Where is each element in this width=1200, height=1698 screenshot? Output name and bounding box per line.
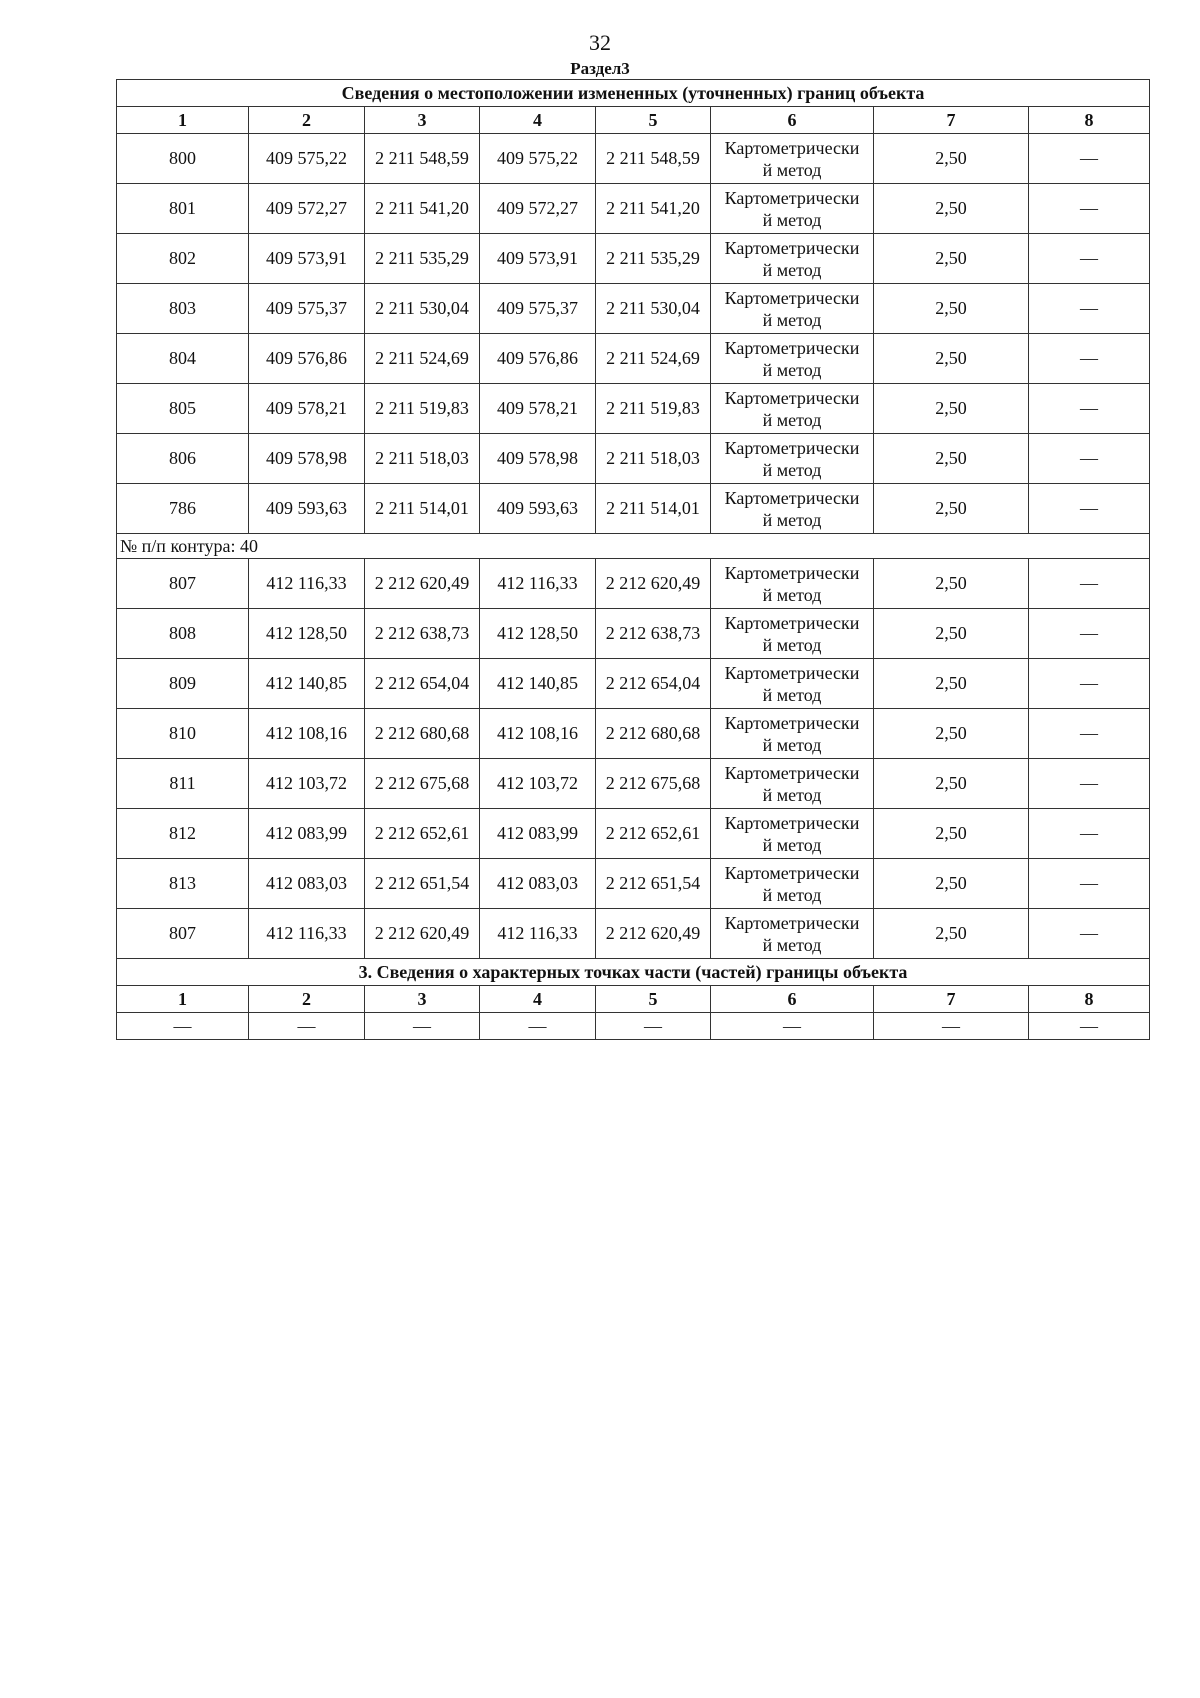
table-cell: 801 xyxy=(117,184,249,234)
table-cell: 806 xyxy=(117,434,249,484)
table-cell: 2 212 680,68 xyxy=(365,709,480,759)
column-header: 3 xyxy=(365,107,480,134)
table-cell: 412 103,72 xyxy=(480,759,596,809)
table-cell: 409 578,98 xyxy=(480,434,596,484)
table-row xyxy=(117,134,1150,184)
method-cell xyxy=(711,659,874,709)
table-cell: 412 103,72 xyxy=(249,759,365,809)
parts-column-header: 3 xyxy=(365,986,480,1013)
method-cell xyxy=(711,759,874,809)
table-cell: 2 211 535,29 xyxy=(365,234,480,284)
table-cell: 807 xyxy=(117,559,249,609)
table-cell: 2 212 680,68 xyxy=(596,709,711,759)
boundary-table-body xyxy=(117,80,1150,1040)
table-cell: 409 593,63 xyxy=(480,484,596,534)
method-text: Картометрически xyxy=(724,337,860,358)
method-text: й метод xyxy=(762,634,822,655)
table-cell: 2 211 519,83 xyxy=(596,384,711,434)
column-header: 5 xyxy=(596,107,711,134)
table-cell: 2,50 xyxy=(874,609,1029,659)
table-cell: 2 212 654,04 xyxy=(596,659,711,709)
method-text: й метод xyxy=(762,784,822,805)
table-cell: — xyxy=(1029,759,1150,809)
table-cell: 412 140,85 xyxy=(249,659,365,709)
method-text: Картометрически xyxy=(724,862,860,883)
empty-cell: — xyxy=(365,1013,480,1040)
table-cell: — xyxy=(1029,384,1150,434)
table-cell: 811 xyxy=(117,759,249,809)
table-cell: 2 211 530,04 xyxy=(365,284,480,334)
column-header: 7 xyxy=(874,107,1029,134)
method-text: Картометрически xyxy=(724,187,860,208)
method-cell xyxy=(711,334,874,384)
table-cell: 2 212 620,49 xyxy=(596,909,711,959)
table-cell: 2 211 530,04 xyxy=(596,284,711,334)
table-row xyxy=(117,709,1150,759)
method-cell xyxy=(711,709,874,759)
table-cell: 409 573,91 xyxy=(480,234,596,284)
method-text: й метод xyxy=(762,209,822,230)
method-text: й метод xyxy=(762,934,822,955)
table-cell: 2,50 xyxy=(874,559,1029,609)
table-cell: 2 212 675,68 xyxy=(596,759,711,809)
table-cell: 786 xyxy=(117,484,249,534)
table-cell: — xyxy=(1029,434,1150,484)
table-cell: 808 xyxy=(117,609,249,659)
table-cell: — xyxy=(1029,334,1150,384)
table-cell: — xyxy=(1029,484,1150,534)
table-cell: 409 575,22 xyxy=(249,134,365,184)
parts-empty-row xyxy=(117,1013,1150,1040)
table-cell: 412 083,03 xyxy=(480,859,596,909)
table-row xyxy=(117,184,1150,234)
parts-caption-row xyxy=(117,959,1150,986)
table-cell: 2,50 xyxy=(874,909,1029,959)
table-cell: 2 211 524,69 xyxy=(596,334,711,384)
table-cell: 412 083,99 xyxy=(249,809,365,859)
table-caption-row xyxy=(117,80,1150,107)
method-text: й метод xyxy=(762,409,822,430)
parts-column-header: 1 xyxy=(117,986,249,1013)
method-cell xyxy=(711,184,874,234)
column-header: 2 xyxy=(249,107,365,134)
table-cell: 2,50 xyxy=(874,134,1029,184)
method-text: й метод xyxy=(762,834,822,855)
method-text: й метод xyxy=(762,584,822,605)
table-row xyxy=(117,234,1150,284)
table-cell: 2,50 xyxy=(874,809,1029,859)
table-cell: 2 211 519,83 xyxy=(365,384,480,434)
table-cell: — xyxy=(1029,709,1150,759)
method-cell xyxy=(711,859,874,909)
table-row xyxy=(117,809,1150,859)
method-text: Картометрически xyxy=(724,762,860,783)
section-title: Раздел3 xyxy=(570,59,630,78)
table-cell: 409 572,27 xyxy=(249,184,365,234)
table-cell: 2 212 651,54 xyxy=(365,859,480,909)
parts-column-header: 6 xyxy=(711,986,874,1013)
table-cell: 2,50 xyxy=(874,384,1029,434)
table-row xyxy=(117,759,1150,809)
table-cell: 409 593,63 xyxy=(249,484,365,534)
parts-caption: 3. Сведения о характерных точках части (частей) границы объекта xyxy=(117,959,1150,986)
method-cell xyxy=(711,484,874,534)
table-caption: Сведения о местоположении измененных (уточненных) границ объекта xyxy=(117,80,1150,107)
table-cell: 2 211 541,20 xyxy=(365,184,480,234)
method-text: й метод xyxy=(762,684,822,705)
table-cell: 412 083,03 xyxy=(249,859,365,909)
method-cell xyxy=(711,609,874,659)
method-cell xyxy=(711,434,874,484)
table-cell: 412 128,50 xyxy=(249,609,365,659)
table-cell: 2 211 548,59 xyxy=(365,134,480,184)
method-cell xyxy=(711,134,874,184)
table-cell: 2,50 xyxy=(874,434,1029,484)
method-cell xyxy=(711,909,874,959)
table-cell: 412 128,50 xyxy=(480,609,596,659)
table-cell: 2,50 xyxy=(874,709,1029,759)
method-text: й метод xyxy=(762,884,822,905)
table-cell: 2,50 xyxy=(874,759,1029,809)
table-cell: 2 212 651,54 xyxy=(596,859,711,909)
table-cell: 2 212 652,61 xyxy=(596,809,711,859)
empty-cell: — xyxy=(874,1013,1029,1040)
table-cell: — xyxy=(1029,559,1150,609)
parts-column-header: 5 xyxy=(596,986,711,1013)
column-header: 4 xyxy=(480,107,596,134)
parts-column-header: 7 xyxy=(874,986,1029,1013)
table-cell: — xyxy=(1029,184,1150,234)
table-cell: — xyxy=(1029,284,1150,334)
table-cell: 2 211 541,20 xyxy=(596,184,711,234)
table-cell: — xyxy=(1029,234,1150,284)
table-row xyxy=(117,859,1150,909)
table-row xyxy=(117,384,1150,434)
table-cell: 409 578,21 xyxy=(480,384,596,434)
contour-label: № п/п контура: 40 xyxy=(117,534,1150,559)
column-header: 6 xyxy=(711,107,874,134)
method-text: Картометрически xyxy=(724,712,860,733)
boundary-table xyxy=(116,79,1150,1040)
empty-cell: — xyxy=(1029,1013,1150,1040)
table-cell: — xyxy=(1029,609,1150,659)
table-cell: 409 575,37 xyxy=(480,284,596,334)
table-cell: 412 140,85 xyxy=(480,659,596,709)
table-cell: 810 xyxy=(117,709,249,759)
table-cell: 2,50 xyxy=(874,659,1029,709)
table-row xyxy=(117,284,1150,334)
table-cell: 802 xyxy=(117,234,249,284)
table-cell: 409 578,21 xyxy=(249,384,365,434)
method-cell xyxy=(711,809,874,859)
empty-cell: — xyxy=(480,1013,596,1040)
table-row xyxy=(117,559,1150,609)
method-text: й метод xyxy=(762,459,822,480)
empty-cell: — xyxy=(596,1013,711,1040)
table-cell: 409 575,22 xyxy=(480,134,596,184)
table-cell: 807 xyxy=(117,909,249,959)
table-cell: 809 xyxy=(117,659,249,709)
method-text: Картометрически xyxy=(724,237,860,258)
method-text: Картометрически xyxy=(724,562,860,583)
table-cell: 2 211 514,01 xyxy=(365,484,480,534)
table-cell: 2 212 620,49 xyxy=(365,559,480,609)
table-cell: — xyxy=(1029,659,1150,709)
method-text: Картометрически xyxy=(724,137,860,158)
table-cell: 2,50 xyxy=(874,334,1029,384)
table-cell: 412 116,33 xyxy=(480,559,596,609)
method-text: Картометрически xyxy=(724,612,860,633)
table-cell: 2 211 518,03 xyxy=(596,434,711,484)
table-cell: 409 573,91 xyxy=(249,234,365,284)
method-text: й метод xyxy=(762,734,822,755)
method-text: й метод xyxy=(762,159,822,180)
table-cell: 2,50 xyxy=(874,859,1029,909)
method-cell xyxy=(711,559,874,609)
method-cell xyxy=(711,384,874,434)
table-row xyxy=(117,659,1150,709)
table-cell: 813 xyxy=(117,859,249,909)
method-text: Картометрически xyxy=(724,487,860,508)
table-cell: 2 211 535,29 xyxy=(596,234,711,284)
method-text: й метод xyxy=(762,359,822,380)
table-cell: 2 212 638,73 xyxy=(365,609,480,659)
table-cell: — xyxy=(1029,859,1150,909)
table-cell: 412 116,33 xyxy=(249,909,365,959)
method-text: Картометрически xyxy=(724,912,860,933)
table-cell: 2 212 620,49 xyxy=(365,909,480,959)
table-cell: 804 xyxy=(117,334,249,384)
table-cell: 409 572,27 xyxy=(480,184,596,234)
table-cell: 2 212 652,61 xyxy=(365,809,480,859)
table-row xyxy=(117,334,1150,384)
table-cell: 409 576,86 xyxy=(480,334,596,384)
table-cell: 2,50 xyxy=(874,484,1029,534)
table-cell: 805 xyxy=(117,384,249,434)
table-cell: 812 xyxy=(117,809,249,859)
page-number: 32 xyxy=(589,30,611,55)
table-row xyxy=(117,609,1150,659)
method-text: Картометрически xyxy=(724,287,860,308)
table-row xyxy=(117,484,1150,534)
method-cell xyxy=(711,284,874,334)
method-text: Картометрически xyxy=(724,387,860,408)
table-cell: 800 xyxy=(117,134,249,184)
table-cell: 412 108,16 xyxy=(249,709,365,759)
table-cell: 2 211 518,03 xyxy=(365,434,480,484)
table-cell: 803 xyxy=(117,284,249,334)
method-text: й метод xyxy=(762,309,822,330)
table-cell: 2,50 xyxy=(874,284,1029,334)
parts-column-header: 2 xyxy=(249,986,365,1013)
table-row xyxy=(117,909,1150,959)
column-header: 8 xyxy=(1029,107,1150,134)
table-cell: 2 212 654,04 xyxy=(365,659,480,709)
column-header-row xyxy=(117,107,1150,134)
table-cell: 412 108,16 xyxy=(480,709,596,759)
table-row xyxy=(117,434,1150,484)
table-cell: 409 576,86 xyxy=(249,334,365,384)
parts-column-header: 8 xyxy=(1029,986,1150,1013)
contour-row xyxy=(117,534,1150,559)
table-cell: 412 116,33 xyxy=(249,559,365,609)
table-cell: 409 578,98 xyxy=(249,434,365,484)
table-cell: 2 211 548,59 xyxy=(596,134,711,184)
method-text: Картометрически xyxy=(724,437,860,458)
table-cell: 409 575,37 xyxy=(249,284,365,334)
method-cell xyxy=(711,234,874,284)
parts-column-header: 4 xyxy=(480,986,596,1013)
method-text: Картометрически xyxy=(724,812,860,833)
parts-header-row xyxy=(117,986,1150,1013)
table-cell: 2 212 638,73 xyxy=(596,609,711,659)
method-text: й метод xyxy=(762,509,822,530)
table-cell: — xyxy=(1029,134,1150,184)
table-cell: 412 116,33 xyxy=(480,909,596,959)
method-text: й метод xyxy=(762,259,822,280)
column-header: 1 xyxy=(117,107,249,134)
table-cell: 2 211 524,69 xyxy=(365,334,480,384)
table-cell: 2,50 xyxy=(874,234,1029,284)
empty-cell: — xyxy=(117,1013,249,1040)
empty-cell: — xyxy=(249,1013,365,1040)
table-cell: 2 212 675,68 xyxy=(365,759,480,809)
table-cell: — xyxy=(1029,909,1150,959)
table-cell: 412 083,99 xyxy=(480,809,596,859)
method-text: Картометрически xyxy=(724,662,860,683)
table-cell: — xyxy=(1029,809,1150,859)
empty-cell: — xyxy=(711,1013,874,1040)
table-cell: 2 212 620,49 xyxy=(596,559,711,609)
table-cell: 2,50 xyxy=(874,184,1029,234)
table-cell: 2 211 514,01 xyxy=(596,484,711,534)
